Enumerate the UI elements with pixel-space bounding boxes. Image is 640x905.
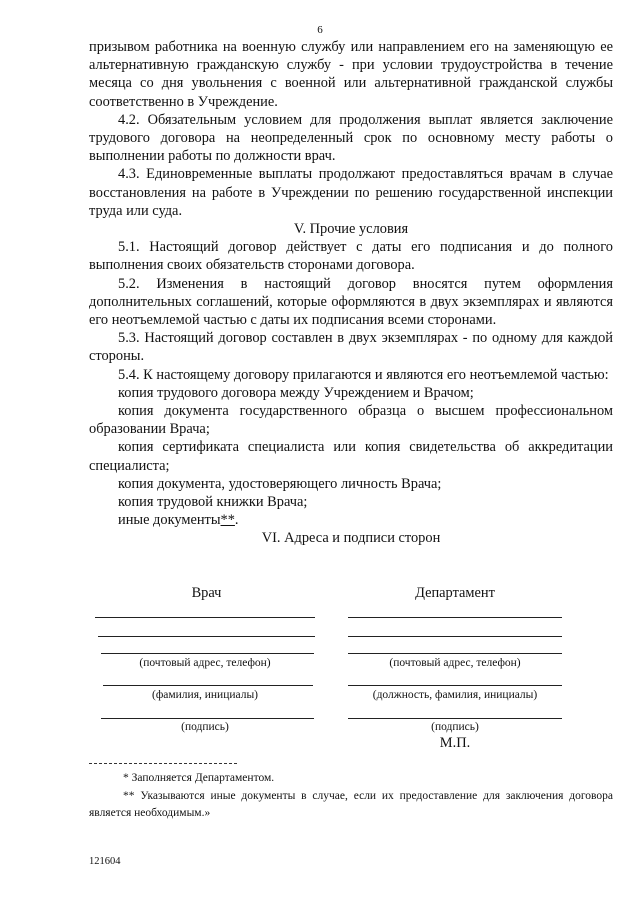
address-line [95, 617, 315, 618]
paragraph-4-3: 4.3. Единовременные выплаты продолжают предоставляться врачам в случае восстановления на работе в Учреждении по решению государственной инспекции труда или суда. [89, 166, 613, 219]
paragraph-5-1: 5.1. Настоящий договор действует с даты его подписания и до полного выполнения своих обязательств сторонами договора. [89, 239, 613, 274]
address-line [348, 653, 562, 654]
address-line [348, 636, 562, 637]
paragraph-5-4: 5.4. К настоящему договору прилагаются и являются его неотъемлемой частью: [118, 366, 609, 383]
address-line [348, 617, 562, 618]
signature-caption: (подпись) [181, 721, 229, 733]
document-body [89, 38, 613, 548]
name-caption: (фамилия, инициалы) [151, 689, 259, 701]
footnote-separator [89, 763, 237, 764]
footnote-marker: ** [220, 512, 235, 529]
document-code: 121604 [89, 856, 121, 867]
attachment-item: копия трудового договора между Учреждением и Врачом; [118, 384, 474, 401]
signature-line [348, 718, 562, 719]
address-line [98, 636, 315, 637]
attachment-item: копия трудовой книжки Врача; [118, 494, 308, 511]
name-line [348, 685, 562, 686]
address-caption: (почтовый адрес, телефон) [139, 657, 271, 669]
section-6-title: VI. Адреса и подписи сторон [261, 530, 441, 547]
page-number: 6 [317, 24, 323, 36]
signature-line [101, 718, 314, 719]
footnote-2: ** Указываются иные документы в случае, если их предоставление для заключения договора является необходимым.» [89, 790, 613, 819]
party-department-label: Департамент [415, 585, 495, 601]
paragraph-5-3: 5.3. Настоящий договор составлен в двух экземплярах - по одному для каждой стороны. [89, 330, 613, 365]
footnote-1: * Заполняется Департаментом. [123, 772, 275, 784]
signature-caption: (подпись) [431, 721, 479, 733]
paragraph-4-2: 4.2. Обязательным условием для продолжения выплат является заключение трудового договора на неопределенный срок по основному месту работы о выполнении работы по должности врач. [89, 111, 613, 165]
attachment-item: копия документа государственного образца о высшем профессиональном образовании Врача; [89, 403, 613, 438]
attachment-item-other [89, 511, 613, 529]
attachment-text: иные документы [118, 512, 221, 529]
section-5-title: V. Прочие условия [293, 221, 409, 238]
address-caption: (почтовый адрес, телефон) [389, 657, 521, 669]
name-line [103, 685, 313, 686]
paragraph-continuation: призывом работника на военную службу или направлением его на заменяющую ее альтернативную гражданскую службу - при условии трудоустройства в течение месяца со дня увольнения с военной или альтернативной гражданской службы соответственно в Учреждение. [89, 39, 613, 110]
paragraph-5-2: 5.2. Изменения в настоящий договор вносятся путем оформления дополнительных соглашений, которые оформляются в двух экземплярах и являются его неотъемлемой частью с даты их подписания всеми сторонами. [89, 275, 613, 329]
attachment-end: . [234, 512, 239, 529]
attachment-item: копия документа, удостоверяющего личность Врача; [118, 475, 442, 492]
stamp-placeholder: М.П. [439, 735, 471, 751]
party-doctor-label: Врач [191, 585, 222, 601]
address-line [101, 653, 314, 654]
name-caption: (должность, фамилия, инициалы) [372, 689, 538, 701]
attachment-item: копия сертификата специалиста или копия свидетельства об аккредитации специалиста; [89, 439, 613, 474]
